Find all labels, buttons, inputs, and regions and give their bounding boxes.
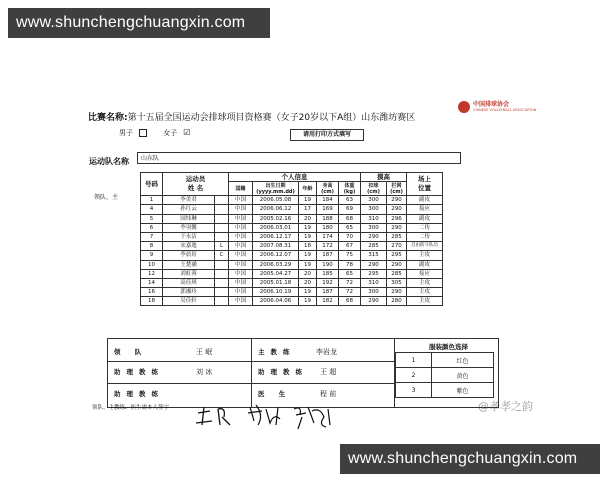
cell-age: 20 (299, 214, 317, 223)
cell-height: 187 (317, 288, 339, 297)
uniform-color: 紫色 (432, 383, 494, 398)
cell-nat: 中国 (229, 223, 253, 232)
cell-height: 185 (317, 269, 339, 278)
table-row (141, 260, 443, 269)
roster-body (141, 196, 443, 306)
header-height-unit: (cm) (321, 188, 334, 195)
cell-age: 19 (299, 251, 317, 260)
cell-birth: 2007.08.31 (253, 242, 299, 251)
header-position (407, 173, 443, 196)
cell-spike: 290 (361, 297, 387, 306)
cell-block: 295 (387, 251, 407, 260)
cell-pos: 二传 (407, 232, 443, 241)
roster-table (140, 172, 443, 306)
cell-age: 19 (299, 260, 317, 269)
association-logo (458, 99, 537, 117)
cell-name: 吴佳轩 (163, 297, 215, 306)
cell-height: 184 (317, 196, 339, 205)
cell-height: 180 (317, 223, 339, 232)
cell-birth: 2006.03.01 (253, 223, 299, 232)
cell-height: 192 (317, 278, 339, 287)
cell-no: 10 (141, 260, 163, 269)
cell-weight: 78 (339, 260, 361, 269)
cell-name: 宋嘉逸 (163, 242, 215, 251)
assistant-coach-name: 刘 冰 (196, 368, 213, 376)
cell-pos: 接应 (407, 269, 443, 278)
header-spike-unit: (cm) (367, 188, 380, 195)
assistant-coach-label: 助理教练 (114, 368, 164, 376)
header-athlete-line2: 姓 名 (187, 184, 204, 193)
cell-birth: 2005.04.27 (253, 269, 299, 278)
cell-flag (215, 223, 229, 232)
cell-spike: 290 (361, 232, 387, 241)
cell-flag (215, 214, 229, 223)
cell-block: 290 (387, 260, 407, 269)
table-row (141, 278, 443, 287)
cell-pos: 二传 (407, 223, 443, 232)
header-height-line1: 身高 (322, 182, 333, 189)
cell-flag (215, 288, 229, 297)
cell-age: 18 (299, 242, 317, 251)
cell-no: 9 (141, 251, 163, 260)
cell-age: 19 (299, 223, 317, 232)
cell-name: 于永洁 (163, 232, 215, 241)
cell-spike: 285 (361, 242, 387, 251)
cell-spike: 300 (361, 205, 387, 214)
cell-weight: 65 (339, 223, 361, 232)
cell-pos: 主攻 (407, 278, 443, 287)
cell-nat: 中国 (229, 269, 253, 278)
cell-spike: 310 (361, 278, 387, 287)
assistant-coach2-label: 助理教练 (114, 390, 164, 398)
side-note: 领队、主 (94, 194, 119, 201)
title-label: 比赛名称: (88, 113, 128, 123)
cell-birth: 2006.10.19 (253, 288, 299, 297)
cell-age: 19 (299, 288, 317, 297)
leader-name: 王 岷 (196, 348, 213, 356)
logo-icon (458, 101, 470, 113)
cell-height: 174 (317, 232, 339, 241)
cell-block: 305 (387, 278, 407, 287)
cell-spike: 300 (361, 288, 387, 297)
cell-age: 19 (299, 232, 317, 241)
cell-age: 19 (299, 297, 317, 306)
header-block (387, 182, 407, 196)
uniform-color: 黄色 (432, 368, 494, 383)
competition-name: 第十五届全国运动会排球项目资格赛（女子20岁以下A组）山东潍坊赛区 (127, 113, 416, 123)
cell-height: 169 (317, 205, 339, 214)
cell-no: 18 (141, 297, 163, 306)
leader-label: 领 队 (114, 348, 148, 356)
cell-block: 290 (387, 223, 407, 232)
print-note: 请用打印方式填写 (290, 129, 364, 141)
header-block-line1: 拦网 (391, 182, 402, 189)
cell-name: 李美君 (163, 196, 215, 205)
cell-no: 12 (141, 269, 163, 278)
cell-height: 182 (317, 297, 339, 306)
cell-block: 270 (387, 242, 407, 251)
cell-block: 280 (387, 297, 407, 306)
header-position-line1: 场上 (418, 175, 431, 184)
table-row (141, 232, 443, 241)
table-row (141, 251, 443, 260)
cell-height: 188 (317, 214, 339, 223)
team-label: 运动队名称 (89, 157, 129, 166)
cell-no: 7 (141, 232, 163, 241)
gender-selection (119, 128, 203, 138)
cell-birth: 2006.04.06 (253, 297, 299, 306)
uniform-color: 红色 (432, 353, 494, 368)
doctor-name: 程 前 (320, 390, 337, 398)
cell-flag: L (215, 242, 229, 251)
cell-birth: 2006.12.17 (253, 232, 299, 241)
cell-spike: 300 (361, 223, 387, 232)
cell-flag (215, 278, 229, 287)
cell-flag (215, 205, 229, 214)
uniform-color-title: 服装颜色选择 (429, 343, 468, 351)
cell-birth: 2006.03.29 (253, 260, 299, 269)
cell-no: 8 (141, 242, 163, 251)
cell-birth: 2006.12.07 (253, 251, 299, 260)
cell-weight: 67 (339, 242, 361, 251)
cell-nat: 中国 (229, 196, 253, 205)
table-row (141, 269, 443, 278)
cell-name: 郭湘玲 (163, 288, 215, 297)
watermark-bottom: www.shunchengchuangxin.com (340, 444, 600, 474)
cell-name: 国炜琳 (163, 214, 215, 223)
cell-weight: 72 (339, 278, 361, 287)
cell-pos: 主攻 (407, 288, 443, 297)
cell-block: 290 (387, 196, 407, 205)
cell-nat: 中国 (229, 242, 253, 251)
uniform-color-table (395, 352, 494, 398)
head-coach-name: 李岩龙 (316, 348, 337, 356)
header-number: 号码 (141, 173, 163, 196)
cell-nat: 中国 (229, 278, 253, 287)
cell-pos: 副攻 (407, 196, 443, 205)
team-name-field: 山东队 (137, 152, 461, 164)
cell-name: 高佳琪 (163, 278, 215, 287)
cell-flag (215, 260, 229, 269)
cell-weight: 70 (339, 232, 361, 241)
table-row (141, 196, 443, 205)
cell-pos: 自由防守队员 (407, 242, 443, 251)
cell-nat: 中国 (229, 297, 253, 306)
cell-nat: 中国 (229, 232, 253, 241)
male-checkbox[interactable] (139, 129, 147, 137)
cell-block: 296 (387, 214, 407, 223)
header-block-unit: (cm) (390, 188, 403, 195)
cell-nat: 中国 (229, 288, 253, 297)
cell-spike: 300 (361, 196, 387, 205)
watermark-top: www.shunchengchuangxin.com (8, 8, 270, 38)
cell-name: 王楚涵 (163, 260, 215, 269)
header-athlete-line1: 运动员 (185, 175, 206, 184)
cell-birth: 2006.06.12 (253, 205, 299, 214)
table-row (141, 223, 443, 232)
header-weight-line1: 体重 (344, 182, 355, 189)
header-birth (253, 182, 299, 196)
uniform-color-body (396, 353, 494, 398)
male-label: 男子 (119, 129, 133, 137)
header-nationality: 国籍 (229, 182, 253, 196)
cell-nat: 中国 (229, 214, 253, 223)
cell-birth: 2006.05.08 (253, 196, 299, 205)
cell-weight: 63 (339, 196, 361, 205)
cell-pos: 主攻 (407, 297, 443, 306)
female-checkbox[interactable]: ☑ (183, 128, 191, 137)
header-birth-format: (yyyy.mm.dd) (256, 188, 295, 195)
cell-birth: 2005.02.16 (253, 214, 299, 223)
cell-weight: 69 (339, 205, 361, 214)
cell-weight: 72 (339, 288, 361, 297)
table-row (141, 297, 443, 306)
cell-nat: 中国 (229, 205, 253, 214)
cell-block: 285 (387, 269, 407, 278)
cell-weight: 68 (339, 297, 361, 306)
cell-flag (215, 297, 229, 306)
cell-block: 285 (387, 232, 407, 241)
cell-flag: C (215, 251, 229, 260)
document-title (88, 110, 415, 123)
cell-no: 1 (141, 196, 163, 205)
cell-flag (215, 269, 229, 278)
cell-spike: 310 (361, 214, 387, 223)
assistant-coach3-label: 助理教练 (258, 368, 308, 376)
cell-spike: 295 (361, 269, 387, 278)
cell-weight: 75 (339, 251, 361, 260)
cell-no: 14 (141, 278, 163, 287)
uniform-no: 3 (396, 383, 432, 398)
header-weight (339, 182, 361, 196)
signature-label: 领队、主教练、医生需本人签字 (92, 405, 170, 411)
table-row (141, 205, 443, 214)
cell-nat: 中国 (229, 251, 253, 260)
cell-name: 李羽馨 (163, 223, 215, 232)
head-coach-label: 主教练 (258, 348, 296, 356)
header-age: 年龄 (299, 182, 317, 196)
header-athlete (163, 173, 229, 196)
cell-no: 5 (141, 214, 163, 223)
header-personal-info: 个人信息 (229, 173, 361, 182)
cell-spike: 315 (361, 251, 387, 260)
cell-height: 187 (317, 251, 339, 260)
header-height (317, 182, 339, 196)
table-row (141, 288, 443, 297)
cell-name: 刘虹蓉 (163, 269, 215, 278)
cell-nat: 中国 (229, 260, 253, 269)
cell-height: 190 (317, 260, 339, 269)
cell-weight: 65 (339, 269, 361, 278)
uniform-color-row (396, 383, 494, 398)
social-watermark: @孝孝之韵 (478, 400, 533, 413)
doctor-label: 医 生 (258, 390, 292, 398)
cell-birth: 2005.01.18 (253, 278, 299, 287)
header-spike (361, 182, 387, 196)
uniform-no: 2 (396, 368, 432, 383)
uniform-no: 1 (396, 353, 432, 368)
header-reach: 摸高 (361, 173, 407, 182)
assistant-coach3-name: 王 超 (320, 368, 337, 376)
cell-name: 孙红云 (163, 205, 215, 214)
header-weight-unit: (kg) (343, 188, 356, 195)
female-label: 女子 (163, 129, 178, 137)
header-position-line2: 位置 (418, 184, 431, 193)
cell-flag (215, 196, 229, 205)
logo-cn-text: 中国排球协会 (473, 101, 510, 108)
cell-age: 20 (299, 278, 317, 287)
handwritten-signatures (190, 395, 390, 435)
cell-height: 172 (317, 242, 339, 251)
cell-pos: 副攻 (407, 214, 443, 223)
cell-block: 290 (387, 205, 407, 214)
cell-pos: 主攻 (407, 251, 443, 260)
cell-block: 290 (387, 288, 407, 297)
cell-weight: 68 (339, 214, 361, 223)
cell-no: 16 (141, 288, 163, 297)
cell-pos: 副攻 (407, 260, 443, 269)
cell-spike: 290 (361, 260, 387, 269)
logo-en-text: CHINESE VOLLEYBALL ASSOCIATION (473, 108, 537, 112)
cell-pos: 接应 (407, 205, 443, 214)
cell-no: 4 (141, 205, 163, 214)
header-birth-line1: 出生日期 (265, 182, 286, 189)
uniform-color-row (396, 353, 494, 368)
cell-flag (215, 232, 229, 241)
cell-name: 李晨瑄 (163, 251, 215, 260)
cell-age: 20 (299, 269, 317, 278)
cell-no: 6 (141, 223, 163, 232)
table-row (141, 242, 443, 251)
cell-age: 17 (299, 205, 317, 214)
header-spike-line1: 扣球 (368, 182, 379, 189)
table-row (141, 214, 443, 223)
uniform-color-row (396, 368, 494, 383)
cell-age: 19 (299, 196, 317, 205)
